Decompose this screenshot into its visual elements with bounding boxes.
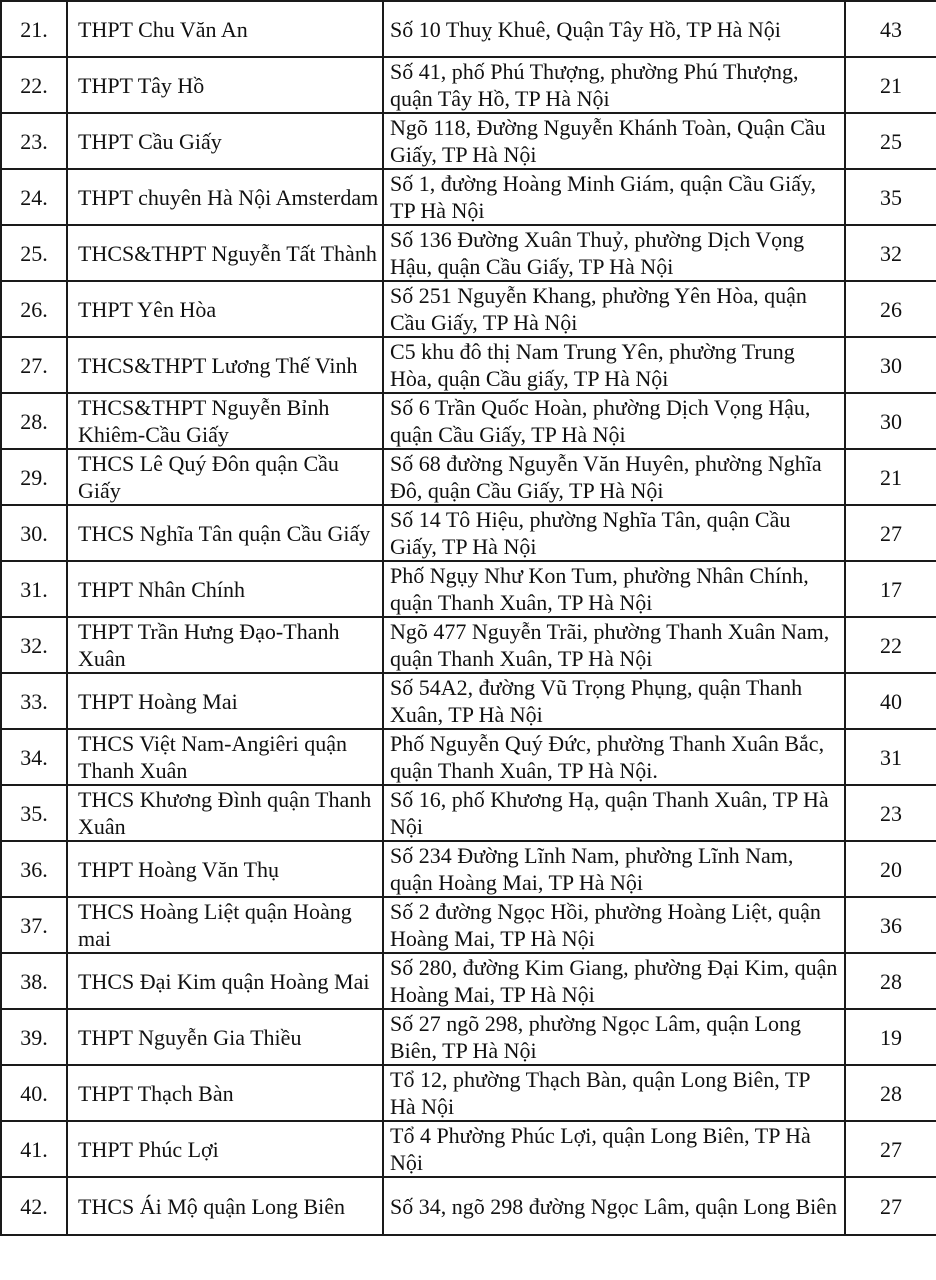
table-row	[1, 1009, 936, 1065]
count-text: 21	[880, 464, 902, 490]
count-text: 27	[880, 1193, 902, 1219]
school-address-cell	[383, 561, 845, 617]
count-text: 40	[880, 688, 902, 714]
school-name-text: THCS&THPT Nguyễn Tất Thành	[78, 240, 377, 266]
school-name-cell	[67, 729, 383, 785]
school-name-cell	[67, 953, 383, 1009]
school-name-cell	[67, 281, 383, 337]
school-name-text: THCS Lê Quý Đôn quận Cầu Giấy	[78, 451, 339, 503]
table-row	[1, 113, 936, 169]
table-row	[1, 57, 936, 113]
school-name-cell	[67, 1009, 383, 1065]
school-name-text: THCS Hoàng Liệt quận Hoàng mai	[78, 899, 352, 951]
school-name-cell	[67, 1177, 383, 1235]
count-cell	[845, 1, 936, 57]
row-number-cell	[1, 393, 67, 449]
school-name-cell	[67, 57, 383, 113]
count-cell	[845, 1121, 936, 1177]
school-name-text: THPT chuyên Hà Nội Amsterdam	[78, 184, 379, 210]
count-text: 28	[880, 968, 902, 994]
row-number-text: 24.	[20, 184, 48, 210]
table-row	[1, 281, 936, 337]
school-address-text: Phố Ngụy Như Kon Tum, phường Nhân Chính, quận Thanh Xuân, TP Hà Nội	[390, 563, 809, 615]
row-number-text: 38.	[20, 968, 48, 994]
school-name-text: THPT Yên Hòa	[78, 296, 217, 322]
school-address-cell	[383, 1009, 845, 1065]
table-row	[1, 169, 936, 225]
school-address-cell	[383, 337, 845, 393]
row-number-cell	[1, 673, 67, 729]
count-text: 23	[880, 800, 902, 826]
row-number-text: 40.	[20, 1080, 48, 1106]
table-row	[1, 785, 936, 841]
count-cell	[845, 897, 936, 953]
school-name-text: THPT Hoàng Mai	[78, 688, 238, 714]
school-name-text: THPT Tây Hồ	[78, 72, 205, 98]
count-text: 22	[880, 632, 902, 658]
table-row	[1, 953, 936, 1009]
row-number-cell	[1, 1, 67, 57]
count-cell	[845, 561, 936, 617]
school-table-body	[1, 1, 936, 1235]
school-name-text: THPT Chu Văn An	[78, 16, 248, 42]
school-name-text: THCS Đại Kim quận Hoàng Mai	[78, 968, 370, 994]
count-cell	[845, 785, 936, 841]
count-text: 31	[880, 744, 902, 770]
table-row	[1, 1121, 936, 1177]
row-number-cell	[1, 1065, 67, 1121]
school-name-text: THCS Nghĩa Tân quận Cầu Giấy	[78, 520, 371, 546]
row-number-text: 31.	[20, 576, 48, 602]
school-name-cell	[67, 337, 383, 393]
school-name-cell	[67, 225, 383, 281]
row-number-text: 21.	[20, 16, 48, 42]
school-name-cell	[67, 841, 383, 897]
count-cell	[845, 1177, 936, 1235]
school-name-cell	[67, 673, 383, 729]
count-text: 32	[880, 240, 902, 266]
table-row	[1, 1065, 936, 1121]
count-text: 27	[880, 520, 902, 546]
school-address-text: Tổ 4 Phường Phúc Lợi, quận Long Biên, TP Hà Nội	[390, 1123, 811, 1175]
school-name-text: THCS Khương Đình quận Thanh Xuân	[78, 787, 372, 839]
count-text: 35	[880, 184, 902, 210]
row-number-text: 35.	[20, 800, 48, 826]
row-number-cell	[1, 841, 67, 897]
table-row	[1, 449, 936, 505]
school-address-cell	[383, 841, 845, 897]
count-text: 17	[880, 576, 902, 602]
school-name-cell	[67, 617, 383, 673]
school-name-text: THCS Việt Nam-Angiêri quận Thanh Xuân	[78, 731, 347, 783]
school-name-cell	[67, 561, 383, 617]
table-row	[1, 897, 936, 953]
school-name-cell	[67, 393, 383, 449]
count-cell	[845, 169, 936, 225]
table-row	[1, 617, 936, 673]
count-cell	[845, 1065, 936, 1121]
school-address-cell	[383, 57, 845, 113]
row-number-cell	[1, 225, 67, 281]
count-cell	[845, 449, 936, 505]
school-address-text: Số 16, phố Khương Hạ, quận Thanh Xuân, TP Hà Nội	[390, 787, 829, 839]
row-number-cell	[1, 953, 67, 1009]
school-address-cell	[383, 225, 845, 281]
school-address-text: Tổ 12, phường Thạch Bàn, quận Long Biên, TP Hà Nội	[390, 1067, 810, 1119]
school-address-text: Số 2 đường Ngọc Hồi, phường Hoàng Liệt, quận Hoàng Mai, TP Hà Nội	[390, 899, 821, 951]
row-number-text: 27.	[20, 352, 48, 378]
school-address-cell	[383, 1, 845, 57]
school-address-cell	[383, 673, 845, 729]
school-name-text: THPT Phúc Lợi	[78, 1136, 219, 1162]
school-address-text: Số 136 Đường Xuân Thuỷ, phường Dịch Vọng Hậu, quận Cầu Giấy, TP Hà Nội	[390, 227, 805, 279]
row-number-cell	[1, 449, 67, 505]
count-text: 20	[880, 856, 902, 882]
row-number-cell	[1, 1009, 67, 1065]
row-number-cell	[1, 57, 67, 113]
school-name-cell	[67, 505, 383, 561]
school-address-text: Số 6 Trần Quốc Hoàn, phường Dịch Vọng Hậu, quận Cầu Giấy, TP Hà Nội	[390, 395, 811, 447]
count-cell	[845, 841, 936, 897]
row-number-cell	[1, 785, 67, 841]
school-address-text: Số 10 Thuỵ Khuê, Quận Tây Hồ, TP Hà Nội	[390, 16, 781, 42]
school-address-text: Số 34, ngõ 298 đường Ngọc Lâm, quận Long Biên	[390, 1193, 838, 1219]
row-number-text: 36.	[20, 856, 48, 882]
count-cell	[845, 617, 936, 673]
school-address-cell	[383, 897, 845, 953]
table-row	[1, 505, 936, 561]
school-address-text: Số 54A2, đường Vũ Trọng Phụng, quận Thanh Xuân, TP Hà Nội	[390, 675, 803, 727]
count-text: 21	[880, 72, 902, 98]
school-name-cell	[67, 449, 383, 505]
row-number-cell	[1, 505, 67, 561]
school-address-cell	[383, 953, 845, 1009]
table-row	[1, 1177, 936, 1235]
school-name-text: THCS&THPT Nguyễn Bỉnh Khiêm-Cầu Giấy	[78, 395, 330, 447]
school-address-cell	[383, 1177, 845, 1235]
table-row	[1, 729, 936, 785]
row-number-cell	[1, 281, 67, 337]
count-text: 30	[880, 408, 902, 434]
school-name-cell	[67, 1121, 383, 1177]
school-address-cell	[383, 169, 845, 225]
row-number-text: 32.	[20, 632, 48, 658]
row-number-text: 42.	[20, 1193, 48, 1219]
count-text: 43	[880, 16, 902, 42]
school-name-text: THPT Cầu Giấy	[78, 128, 222, 154]
count-cell	[845, 1009, 936, 1065]
row-number-cell	[1, 169, 67, 225]
school-address-text: Số 68 đường Nguyễn Văn Huyên, phường Nghĩa Đô, quận Cầu Giấy, TP Hà Nội	[390, 451, 822, 503]
school-address-cell	[383, 729, 845, 785]
school-address-cell	[383, 113, 845, 169]
school-address-text: Số 41, phố Phú Thượng, phường Phú Thượng, quận Tây Hồ, TP Hà Nội	[390, 59, 799, 111]
school-name-text: THPT Hoàng Văn Thụ	[78, 856, 280, 882]
school-name-text: THPT Nguyễn Gia Thiều	[78, 1024, 302, 1050]
school-address-text: Số 1, đường Hoàng Minh Giám, quận Cầu Giấy, TP Hà Nội	[390, 171, 817, 223]
count-text: 28	[880, 1080, 902, 1106]
row-number-text: 33.	[20, 688, 48, 714]
school-address-text: C5 khu đô thị Nam Trung Yên, phường Trung Hòa, quận Cầu giấy, TP Hà Nội	[390, 339, 795, 391]
row-number-cell	[1, 897, 67, 953]
row-number-text: 22.	[20, 72, 48, 98]
count-cell	[845, 113, 936, 169]
school-address-text: Phố Nguyễn Quý Đức, phường Thanh Xuân Bắc, quận Thanh Xuân, TP Hà Nội.	[390, 731, 825, 783]
row-number-cell	[1, 1177, 67, 1235]
row-number-text: 28.	[20, 408, 48, 434]
count-cell	[845, 337, 936, 393]
row-number-cell	[1, 337, 67, 393]
school-name-text: THPT Thạch Bàn	[78, 1080, 234, 1106]
school-address-cell	[383, 1121, 845, 1177]
row-number-cell	[1, 617, 67, 673]
school-address-cell	[383, 393, 845, 449]
school-address-text: Số 27 ngõ 298, phường Ngọc Lâm, quận Long Biên, TP Hà Nội	[390, 1011, 801, 1063]
school-address-text: Số 234 Đường Lĩnh Nam, phường Lĩnh Nam, quận Hoàng Mai, TP Hà Nội	[390, 843, 794, 895]
count-cell	[845, 729, 936, 785]
table-row	[1, 393, 936, 449]
count-text: 25	[880, 128, 902, 154]
school-address-text: Số 14 Tô Hiệu, phường Nghĩa Tân, quận Cầu Giấy, TP Hà Nội	[390, 507, 791, 559]
school-name-text: THPT Nhân Chính	[78, 576, 246, 602]
row-number-cell	[1, 1121, 67, 1177]
school-name-text: THPT Trần Hưng Đạo-Thanh Xuân	[78, 619, 340, 671]
table-row	[1, 561, 936, 617]
count-cell	[845, 393, 936, 449]
count-cell	[845, 505, 936, 561]
school-address-text: Ngõ 477 Nguyễn Trãi, phường Thanh Xuân Nam, quận Thanh Xuân, TP Hà Nội	[390, 619, 830, 671]
school-address-cell	[383, 505, 845, 561]
table-row	[1, 337, 936, 393]
school-address-cell	[383, 281, 845, 337]
table-row	[1, 1, 936, 57]
school-name-cell	[67, 1, 383, 57]
school-name-cell	[67, 897, 383, 953]
row-number-text: 26.	[20, 296, 48, 322]
count-cell	[845, 281, 936, 337]
row-number-text: 30.	[20, 520, 48, 546]
school-name-cell	[67, 1065, 383, 1121]
count-text: 36	[880, 912, 902, 938]
row-number-text: 41.	[20, 1136, 48, 1162]
row-number-cell	[1, 561, 67, 617]
count-text: 26	[880, 296, 902, 322]
count-cell	[845, 225, 936, 281]
count-text: 27	[880, 1136, 902, 1162]
row-number-text: 23.	[20, 128, 48, 154]
school-address-cell	[383, 449, 845, 505]
row-number-text: 39.	[20, 1024, 48, 1050]
count-text: 30	[880, 352, 902, 378]
school-name-cell	[67, 169, 383, 225]
table-row	[1, 225, 936, 281]
count-cell	[845, 953, 936, 1009]
school-name-text: THCS&THPT Lương Thế Vinh	[78, 352, 358, 378]
count-cell	[845, 57, 936, 113]
school-address-cell	[383, 1065, 845, 1121]
school-address-text: Số 280, đường Kim Giang, phường Đại Kim, quận Hoàng Mai, TP Hà Nội	[390, 955, 838, 1007]
school-name-cell	[67, 113, 383, 169]
count-cell	[845, 673, 936, 729]
row-number-text: 34.	[20, 744, 48, 770]
row-number-cell	[1, 729, 67, 785]
row-number-cell	[1, 113, 67, 169]
table-row	[1, 841, 936, 897]
school-address-cell	[383, 785, 845, 841]
count-text: 19	[880, 1024, 902, 1050]
row-number-text: 29.	[20, 464, 48, 490]
school-address-text: Số 251 Nguyễn Khang, phường Yên Hòa, quận Cầu Giấy, TP Hà Nội	[390, 283, 807, 335]
school-name-text: THCS Ái Mộ quận Long Biên	[78, 1193, 346, 1219]
row-number-text: 37.	[20, 912, 48, 938]
school-name-cell	[67, 785, 383, 841]
row-number-text: 25.	[20, 240, 48, 266]
school-address-cell	[383, 617, 845, 673]
table-row	[1, 673, 936, 729]
school-address-text: Ngõ 118, Đường Nguyễn Khánh Toàn, Quận Cầu Giấy, TP Hà Nội	[390, 115, 826, 167]
